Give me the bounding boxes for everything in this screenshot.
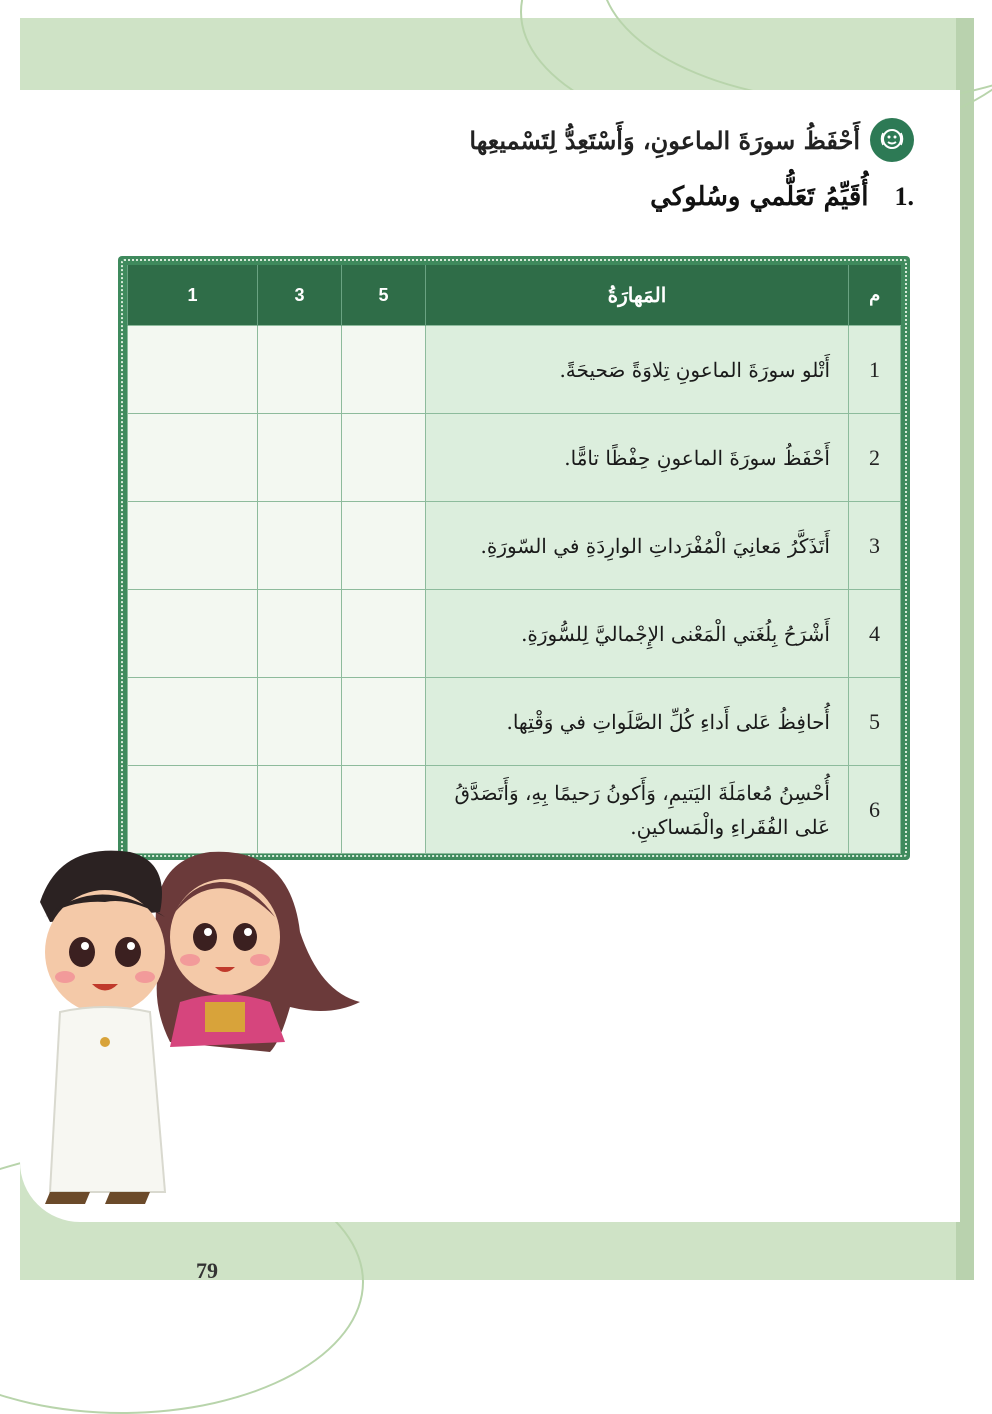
self-assessment-table-frame xyxy=(118,256,910,860)
rating-cell-5[interactable] xyxy=(342,502,426,590)
table-row xyxy=(128,502,901,590)
rating-cell-5[interactable] xyxy=(342,590,426,678)
skill-text: أَتْلو سورَةَ الماعونِ تِلاوَةً صَحيحَةً. xyxy=(426,326,849,414)
row-number: 2 xyxy=(849,414,901,502)
table-row xyxy=(128,414,901,502)
rating-cell-1[interactable] xyxy=(128,766,258,854)
heading-number: .1 xyxy=(894,182,914,211)
rating-cell-1[interactable] xyxy=(128,414,258,502)
children-illustration xyxy=(20,842,365,1217)
row-number: 4 xyxy=(849,590,901,678)
rating-cell-1[interactable] xyxy=(128,590,258,678)
skill-text: أَتَذَكَّرُ مَعانِيَ الْمُفْرَداتِ الوارِدَةِ في السّورَةِ. xyxy=(426,502,849,590)
rating-cell-3[interactable] xyxy=(258,414,342,502)
table-row xyxy=(128,326,901,414)
header-skill: المَهارَةُ xyxy=(426,265,849,326)
rating-cell-3[interactable] xyxy=(258,766,342,854)
rating-cell-5[interactable] xyxy=(342,678,426,766)
rating-cell-5[interactable] xyxy=(342,766,426,854)
row-number: 6 xyxy=(849,766,901,854)
table-row xyxy=(128,590,901,678)
rating-cell-5[interactable] xyxy=(342,414,426,502)
header-index: م xyxy=(849,265,901,326)
instruction xyxy=(469,118,914,162)
skill-text: أَشْرَحُ بِلُغَتي الْمَعْنى الإِجْماليَّ لِلسُّورَةِ. xyxy=(426,590,849,678)
rating-cell-1[interactable] xyxy=(128,678,258,766)
skill-text: أُحافِظُ عَلى أَداءِ كُلِّ الصَّلَواتِ في وَقْتِها. xyxy=(426,678,849,766)
self-assessment-table xyxy=(127,265,901,854)
skill-text: أُحْسِنُ مُعامَلَةَ اليَتيمِ، وَأَكونُ رَحيمًا بِهِ، وَأَتَصَدَّقُ عَلى الفُقَراءِ والْمَساكينِ. xyxy=(426,766,849,854)
row-number: 5 xyxy=(849,678,901,766)
row-number: 3 xyxy=(849,502,901,590)
rating-cell-1[interactable] xyxy=(128,502,258,590)
skill-text: أَحْفَظُ سورَةَ الماعونِ حِفْظًا تامًّا. xyxy=(426,414,849,502)
table-header-row xyxy=(128,265,901,326)
header-rating-1: 1 xyxy=(128,265,258,326)
rating-cell-3[interactable] xyxy=(258,678,342,766)
speaking-head-icon xyxy=(870,118,914,162)
header-rating-3: 3 xyxy=(258,265,342,326)
instruction-text: أَحْفَظُ سورَةَ الماعونِ، وَأَسْتَعِدُّ لِتَسْميعِها xyxy=(469,125,860,155)
rating-cell-3[interactable] xyxy=(258,590,342,678)
page-number: 79 xyxy=(196,1258,218,1283)
section-heading xyxy=(650,182,914,212)
table-row xyxy=(128,766,901,854)
rating-cell-5[interactable] xyxy=(342,326,426,414)
rating-cell-3[interactable] xyxy=(258,502,342,590)
rating-cell-1[interactable] xyxy=(128,326,258,414)
header-rating-5: 5 xyxy=(342,265,426,326)
table-row xyxy=(128,678,901,766)
heading-title: أُقَيِّمُ تَعَلُّمي وسُلوكي xyxy=(650,182,869,212)
row-number: 1 xyxy=(849,326,901,414)
rating-cell-3[interactable] xyxy=(258,326,342,414)
